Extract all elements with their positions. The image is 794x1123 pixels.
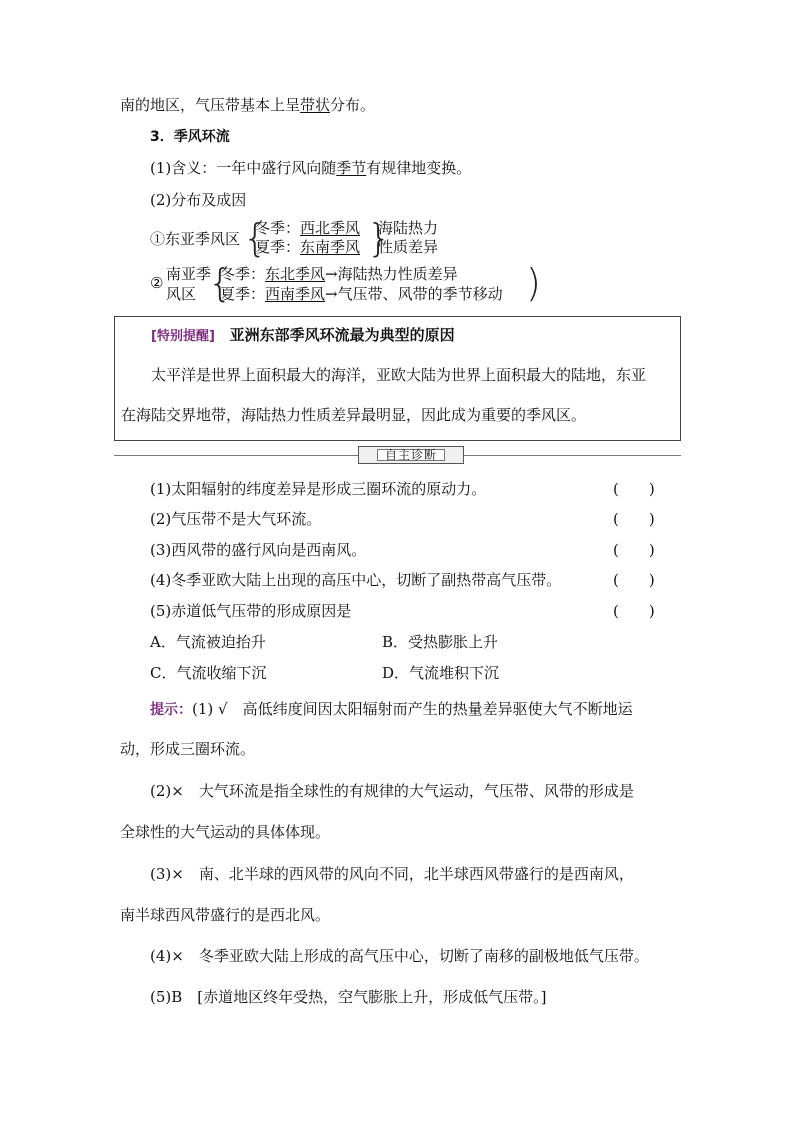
option-a: A．气流被迫抬升 xyxy=(150,633,266,651)
divider-right xyxy=(464,455,681,456)
hint-1-line-2: 动，形成三圈环流。 xyxy=(120,740,256,758)
check-item-3: (3)西风带的盛行风向是西南风。 xyxy=(150,541,367,559)
hint-1-line-1 xyxy=(150,702,633,717)
check-item-5: (5)赤道低气压带的形成原因是 xyxy=(150,602,352,620)
check-item-4: (4)冬季亚欧大陆上出现的高压中心，切断了副热带高气压带。 xyxy=(150,571,562,589)
special-reminder-box xyxy=(114,316,681,441)
summer-monsoon: 西南季风 xyxy=(265,285,326,303)
south-asia-label-1: 南亚季 xyxy=(166,265,212,283)
hint-3-line-2: 南半球西风带盛行的是西北风。 xyxy=(120,906,331,924)
self-check-banner-label: 自主诊断 xyxy=(377,449,445,461)
hint-2-line-2: 全球性的大气运动的具体体现。 xyxy=(120,823,331,841)
answer-paren: ( ) xyxy=(613,602,655,620)
hint-5: (5)B [赤道地区终年受热，空气膨胀上升，形成低气压带。] xyxy=(150,988,547,1006)
south-asia-winter xyxy=(220,267,458,282)
check-item-2: (2)气压带不是大气环流。 xyxy=(150,510,322,528)
winter-prefix: 冬季： xyxy=(220,265,266,283)
meaning-line xyxy=(150,161,471,176)
right-brace-icon: ) xyxy=(526,261,541,305)
reminder-header xyxy=(151,328,455,343)
south-asia-marker: ② xyxy=(150,274,164,292)
intro-text: 南的地区，气压带基本上呈 xyxy=(120,96,301,114)
east-asia-winter xyxy=(255,221,360,236)
winter-prefix: 冬季： xyxy=(255,219,301,237)
answer-paren: ( ) xyxy=(613,541,655,559)
reminder-tag: [特别提醒] xyxy=(151,329,215,344)
summer-prefix: 夏季： xyxy=(220,285,266,303)
hint-4: (4)× 冬季亚欧大陆上形成的高气压中心，切断了南移的副极地低气压带。 xyxy=(150,947,649,965)
left-brace-icon: { xyxy=(243,216,268,260)
hint-1-text: (1) √ 高低纬度间因太阳辐射而产生的热量差异驱使大气不断地运 xyxy=(192,700,633,718)
south-asia-summer xyxy=(220,287,503,302)
hint-2-line-1: (2)× 大气环流是指全球性的有规律的大气运动，气压带、风带的形成是 xyxy=(150,782,634,800)
east-asia-summer xyxy=(255,240,360,255)
south-asia-label-2: 风区 xyxy=(166,285,197,303)
reminder-body-2: 在海陆交界地带，海陆热力性质差异最明显，因此成为重要的季风区。 xyxy=(121,406,587,424)
answer-paren: ( ) xyxy=(613,480,655,498)
meaning-text: (1)含义：一年中盛行风向随 xyxy=(150,159,337,177)
right-brace-icon: } xyxy=(367,216,392,260)
left-brace-icon: { xyxy=(208,261,233,305)
section-title: 3．季风环流 xyxy=(150,129,230,145)
summer-cause: →气压带、风带的季节移动 xyxy=(325,285,503,303)
hint-3-line-1: (3)× 南、北半球的西风带的风向不同，北半球西风带盛行的是西南风， xyxy=(150,865,634,883)
option-c: C．气流收缩下沉 xyxy=(150,664,267,682)
hint-label: 提示： xyxy=(150,702,192,718)
winter-monsoon: 西北季风 xyxy=(300,219,361,237)
answer-paren: ( ) xyxy=(613,571,655,589)
meaning-underlined: 季节 xyxy=(336,159,367,177)
east-asia-cause-2: 性质差异 xyxy=(378,238,439,256)
check-item-1: (1)太阳辐射的纬度差异是形成三圈环流的原动力。 xyxy=(150,480,487,498)
intro-line xyxy=(120,98,375,113)
option-d: D．气流堆积下沉 xyxy=(382,664,500,682)
option-b: B．受热膨胀上升 xyxy=(382,633,499,651)
summer-prefix: 夏季： xyxy=(255,238,301,256)
reminder-heading: 亚洲东部季风环流最为典型的原因 xyxy=(229,326,455,344)
divider-left xyxy=(114,455,358,456)
self-check-banner xyxy=(358,446,464,464)
answer-paren: ( ) xyxy=(613,510,655,528)
winter-monsoon: 东北季风 xyxy=(265,265,326,283)
meaning-text-end: 有规律地变换。 xyxy=(366,159,472,177)
east-asia-cause-1: 海陆热力 xyxy=(378,219,439,237)
intro-text-end: 分布。 xyxy=(330,96,376,114)
winter-cause: →海陆热力性质差异 xyxy=(325,265,458,283)
east-asia-label: ①东亚季风区 xyxy=(150,230,241,248)
summer-monsoon: 东南季风 xyxy=(300,238,361,256)
intro-underlined: 带状 xyxy=(300,96,331,114)
distribution-title: (2)分布及成因 xyxy=(150,191,247,209)
reminder-body-1: 太平洋是世界上面积最大的海洋，亚欧大陆为世界上面积最大的陆地，东亚 xyxy=(151,366,647,384)
